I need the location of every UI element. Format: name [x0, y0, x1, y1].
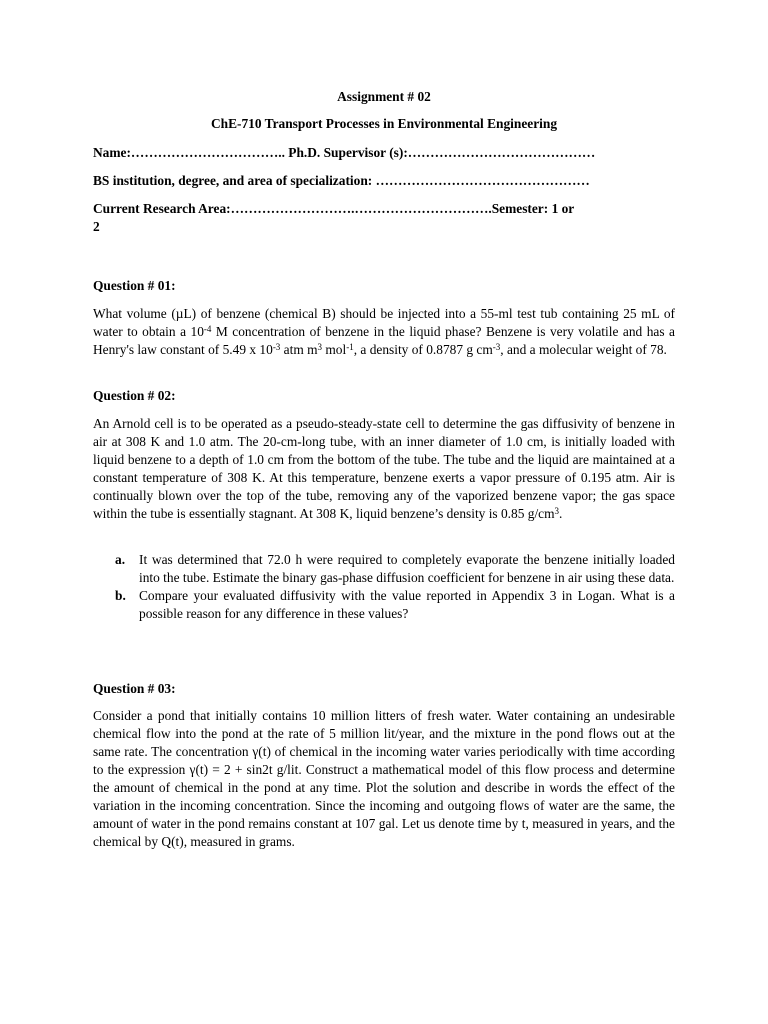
semester-value: 2 [93, 219, 100, 234]
course-title: ChE-710 Transport Processes in Environmental Engineering [210, 116, 558, 131]
question-2-text: An Arnold cell is to be operated as a pseudo-steady-state cell to determine the gas diffusivity of benzene in air at 308 K and 1.0 atm. The 20-cm-long tube, with an inner diameter of 1.0 cm, is initially loaded with liquid benzene to a depth of 1.0 cm from the bottom of the tube. The tube and the liquid are maintained at a constant temperature of 308 K. At this temperature, benzene exerts a vapor pressure of 0.195 atm. Air is continually blown over the top of the tube, removing any of the vaporized benzene vapor; the gas space within the tube is essentially stagnant. At 308 K, liquid benzene’s density is 0.85 $g/cm^3$. [93, 416, 675, 521]
subpart-text: Compare your evaluated diffusivity with the value reported in Appendix 3 in Logan. What is a possible reason for any difference in these values? [139, 588, 675, 621]
subpart-marker: b. [115, 588, 126, 603]
subpart-marker: a. [115, 552, 126, 567]
subpart-text: It was determined that 72.0 h were required to completely evaporate the benzene initially loaded into the tube. Estimate the binary gas-phase diffusion coefficient for benzene in air using these data. [139, 552, 675, 585]
name-supervisor-line: Name:…………………………….. Ph.D. Supervisor (s):…………………………………… [93, 145, 596, 160]
research-area-line: Current Research Area:……………………….………………………….Semester: 1 or [93, 201, 575, 216]
bs-institution-line: BS institution, degree, and area of specialization: ………………………………………… [93, 173, 590, 188]
question-3-title: Question # 03: [93, 681, 176, 696]
question-2-title: Question # 02: [93, 388, 176, 403]
assignment-title: Assignment # 02 [337, 89, 431, 104]
question-2-subparts [93, 551, 675, 623]
subpart-b [93, 587, 675, 623]
question-1-text: What volume (µL) of benzene (chemical B) should be injected into a 55-ml test tub containing 25 mL of water to obtain a $10^{-4}$ M concentration of benzene in the liquid phase? Benzene is very volatile and has a Henry's law constant of 5.49 x $10^{-3}$ atm $m^3$ mol$^{-1}$, a density of 0.8787 g $cm^{-3}$, and a molecular weight of 78. [93, 306, 675, 357]
question-3-text: Consider a pond that initially contains 10 million litters of fresh water. Water containing an undesirable chemical flow into the pond at the rate of 5 million lit/year, and the mixture in the pond flows out at the same rate. The concentration γ(t) of chemical in the incoming water varies periodically with time according to the expression γ(t) = 2 + sin2t g/lit. Construct a mathematical model of this flow process and determine the amount of chemical in the pond at any time. Plot the solution and describe in words the effect of the variation in the incoming concentration. Since the incoming and outgoing flows of water are the same, the amount of water in the pond remains constant at 107 gal. Let us denote time by t, measured in years, and the chemical by Q(t), measured in grams. [93, 708, 675, 849]
question-1-title: Question # 01: [93, 278, 176, 293]
subpart-a [93, 551, 675, 587]
